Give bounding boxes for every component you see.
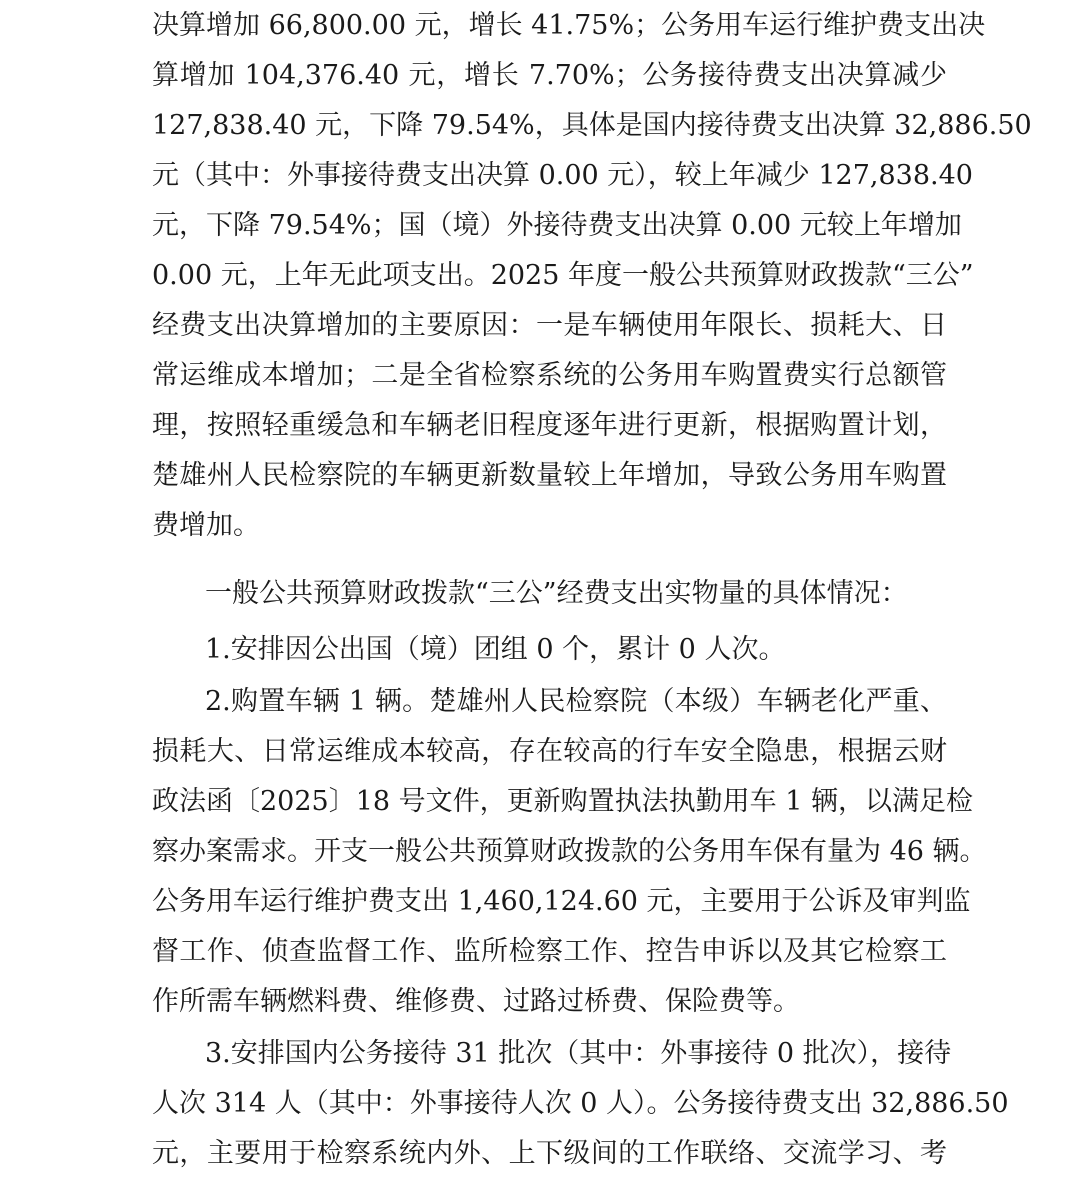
paragraph-line: 元，下降 79.54%；国（境）外接待费支出决算 0.00 元较上年增加: [152, 210, 962, 241]
paragraph-line: 127,838.40 元，下降 79.54%，具体是国内接待费支出决算 32,886.50: [152, 110, 1032, 141]
paragraph-line: 理，按照轻重缓急和车辆老旧程度逐年进行更新，根据购置计划，: [152, 410, 947, 441]
paragraph-line: 常运维成本增加；二是全省检察系统的公务用车购置费实行总额管: [152, 360, 947, 391]
paragraph-line: 0.00 元，上年无此项支出。2025 年度一般公共预算财政拨款“三公”: [152, 260, 974, 291]
paragraph-line: 决算增加 66,800.00 元，增长 41.75%；公务用车运行维护费支出决: [152, 10, 986, 41]
paragraph-line: 元（其中：外事接待费支出决算 0.00 元），较上年减少 127,838.40: [152, 160, 973, 191]
paragraph-line: 楚雄州人民检察院的车辆更新数量较上年增加，导致公务用车购置: [152, 460, 947, 491]
paragraph-line: 经费支出决算增加的主要原因：一是车辆使用年限长、损耗大、日: [152, 310, 947, 341]
paragraph-line: 损耗大、日常运维成本较高，存在较高的行车安全隐患，根据云财: [152, 736, 947, 767]
paragraph-line: 察办案需求。开支一般公共预算财政拨款的公务用车保有量为 46 辆。: [152, 836, 987, 867]
list-item: 1.安排因公出国（境）团组 0 个，累计 0 人次。: [205, 634, 786, 665]
paragraph-line: 费增加。: [152, 510, 260, 541]
paragraph-line: 人次 314 人（其中：外事接待人次 0 人）。公务接待费支出 32,886.50: [152, 1088, 1009, 1119]
paragraph-line: 作所需车辆燃料费、维修费、过路过桥费、保险费等。: [152, 986, 800, 1017]
list-item: 2.购置车辆 1 辆。楚雄州人民检察院（本级）车辆老化严重、: [205, 686, 947, 717]
paragraph-line: 公务用车运行维护费支出 1,460,124.60 元，主要用于公诉及审判监: [152, 886, 971, 917]
section-heading: 一般公共预算财政拨款“三公”经费支出实物量的具体情况：: [205, 578, 908, 609]
paragraph-line: 算增加 104,376.40 元，增长 7.70%；公务接待费支出决算减少: [152, 60, 947, 91]
paragraph-line: 督工作、侦查监督工作、监所检察工作、控告申诉以及其它检察工: [152, 936, 947, 967]
paragraph-line: 元，主要用于检察系统内外、上下级间的工作联络、交流学习、考: [152, 1138, 947, 1169]
paragraph-line: 政法函〔2025〕18 号文件，更新购置执法执勤用车 1 辆，以满足检: [152, 786, 973, 817]
list-item: 3.安排国内公务接待 31 批次（其中：外事接待 0 批次），接待: [205, 1038, 952, 1069]
